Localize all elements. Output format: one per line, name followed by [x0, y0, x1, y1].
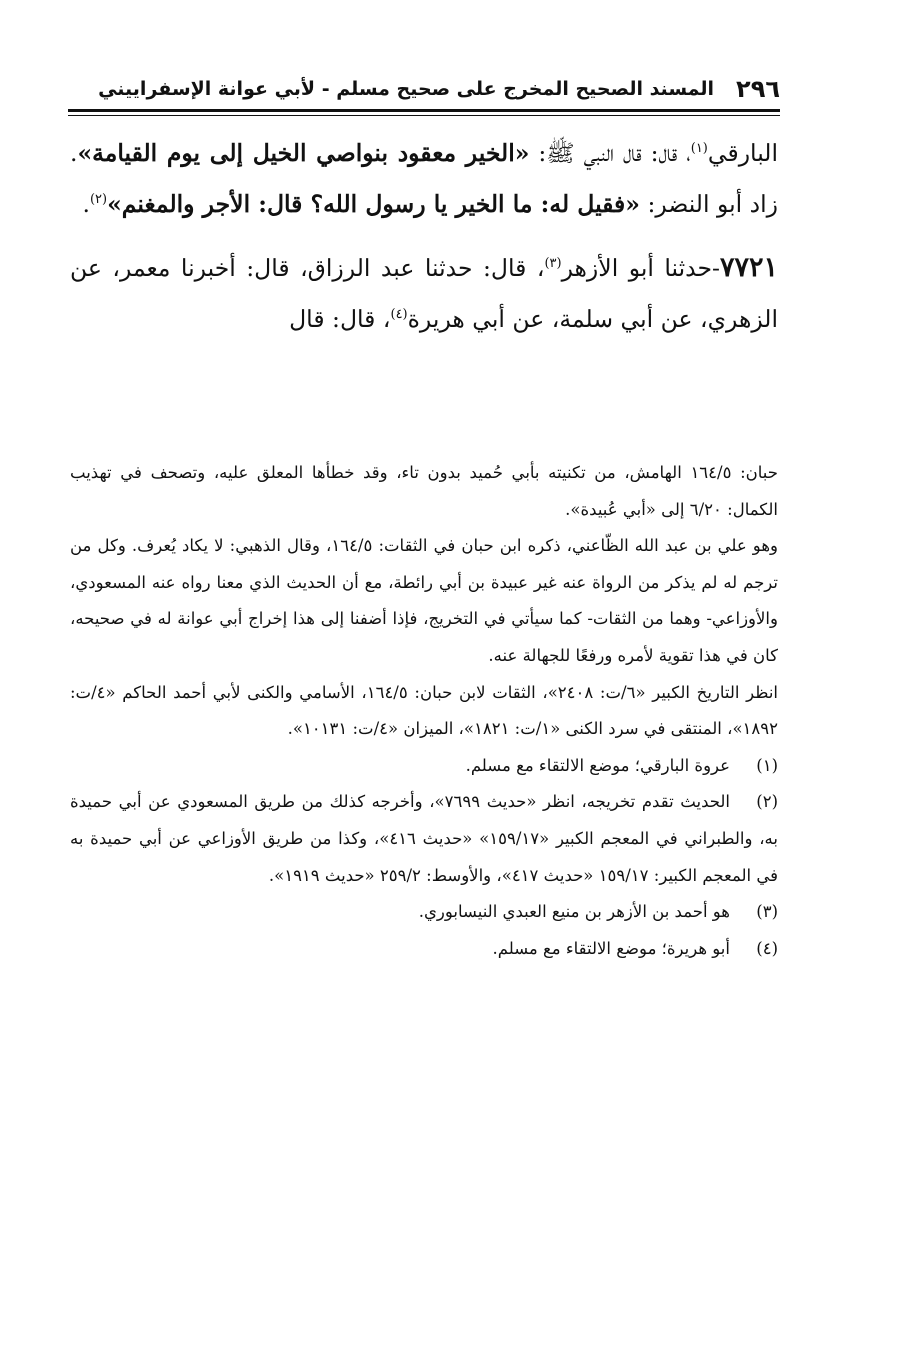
running-title: المسند الصحيح المخرج على صحيح مسلم - لأبي عوانة الإسفراييني — [98, 78, 715, 100]
footnote-ref[interactable]: (٣) — [544, 256, 562, 272]
footnotes-area — [70, 455, 778, 967]
text-span: -حدثنا أبو الأزهر — [561, 254, 720, 282]
text-span: البارقي — [707, 139, 778, 167]
footnote — [70, 894, 778, 931]
hadith-paragraph — [70, 128, 778, 230]
hadith-paragraph — [70, 242, 778, 345]
footnote-mark: (٤) — [756, 938, 778, 958]
text-span: ، قال: حدثنا عبد الرزاق، قال: أخبرنا معمر، عن الزهري، عن أبي سلمة، عن أبي هريرة — [70, 254, 778, 333]
header-rule-thick — [68, 109, 780, 112]
footnote-mark: (٢) — [756, 792, 778, 812]
footnote-ref[interactable]: (٢) — [89, 192, 108, 208]
footnote-list — [70, 748, 778, 968]
footnote-text: عروة البارقي؛ موضع الالتقاء مع مسلم. — [465, 755, 730, 775]
footnote-mark: (٣) — [756, 902, 778, 922]
note-continuation: حبان: ١٦٤/٥ الهامش، من تكنيته بأبي حُميد بدون تاء، وقد خطأها المعلق عليه، وتصحف في تهذيب الكمال: ٦/٢٠ إلى «أبي عُبيدة». — [70, 463, 778, 519]
text-span: ، قال: قال — [289, 305, 391, 333]
hadith-number: ٧٧٢١ — [719, 252, 778, 283]
footnote — [70, 784, 778, 894]
footnote-mark: (١) — [756, 755, 778, 775]
footnote-text: أبو هريرة؛ موضع الالتقاء مع مسلم. — [492, 938, 730, 958]
footnote-text: هو أحمد بن الأزهر بن منيع العبدي النيسابوري. — [418, 902, 730, 922]
footnote — [70, 931, 778, 968]
footnote-ref[interactable]: (٤) — [390, 307, 408, 323]
text-span: ، قال: قال النبي ﷺ: — [529, 139, 691, 167]
running-header — [68, 72, 780, 106]
footnote-text: الحديث تقدم تخريجه، انظر «حديث ٧٦٩٩»، وأخرجه كذلك من طريق المسعودي عن أبي حميدة به، والطبراني في المعجم الكبير «١٥٩/١٧» «حديث ٤١٦»، وكذا من طريق الأوزاعي عن أبي حميدة به في المعجم الكبير: ١٥٩/١٧ «حديث ٤١٧»، والأوسط: ٢٥٩/٢ «حديث ١٩١٩». — [70, 792, 778, 885]
header-rule-thin — [68, 115, 780, 116]
text-span: . زاد أبو النضر: — [70, 139, 778, 218]
footnote — [70, 748, 778, 785]
page-number: ٢٩٦ — [736, 75, 780, 103]
note-continuation: انظر التاريخ الكبير «٦/ت: ٢٤٠٨»، الثقات لابن حبان: ١٦٤/٥، الأسامي والكنى لأبي أحمد الحاكم «٤/ت: ١٨٩٢»، المنتقى في سرد الكنى «١/ت: ١٨٢١»، الميزان «٤/ت: ١٠١٣١». — [70, 682, 778, 739]
hadith-quote: «فقيل له: ما الخير يا رسول الله؟ قال: الأجر والمغنم» — [107, 190, 640, 218]
hadith-quote: «الخير معقود بنواصي الخيل إلى يوم القيامة» — [77, 139, 530, 167]
text-span: . — [82, 190, 90, 218]
note-continuation: وهو علي بن عبد الله الظّاعني، ذكره ابن حبان في الثقات: ١٦٤/٥، وقال الذهبي: لا يكاد يُعرف. وكل من ترجم له لم يذكر من الرواة عنه غير عبيدة بن أبي رائطة، مع أن الحديث الذي معنا رواه عنه المسعودي، والأوزاعي- وهما من الثقات- كما سيأتي في التخريج، فإذا أضفنا إلى هذا إخراج أبي عوانة له في صحيحه، كان في هذا تقوية لأمره ورفعًا للجهالة عنه. — [70, 536, 778, 665]
main-text — [70, 128, 778, 345]
footnote-ref[interactable]: (١) — [690, 141, 708, 157]
